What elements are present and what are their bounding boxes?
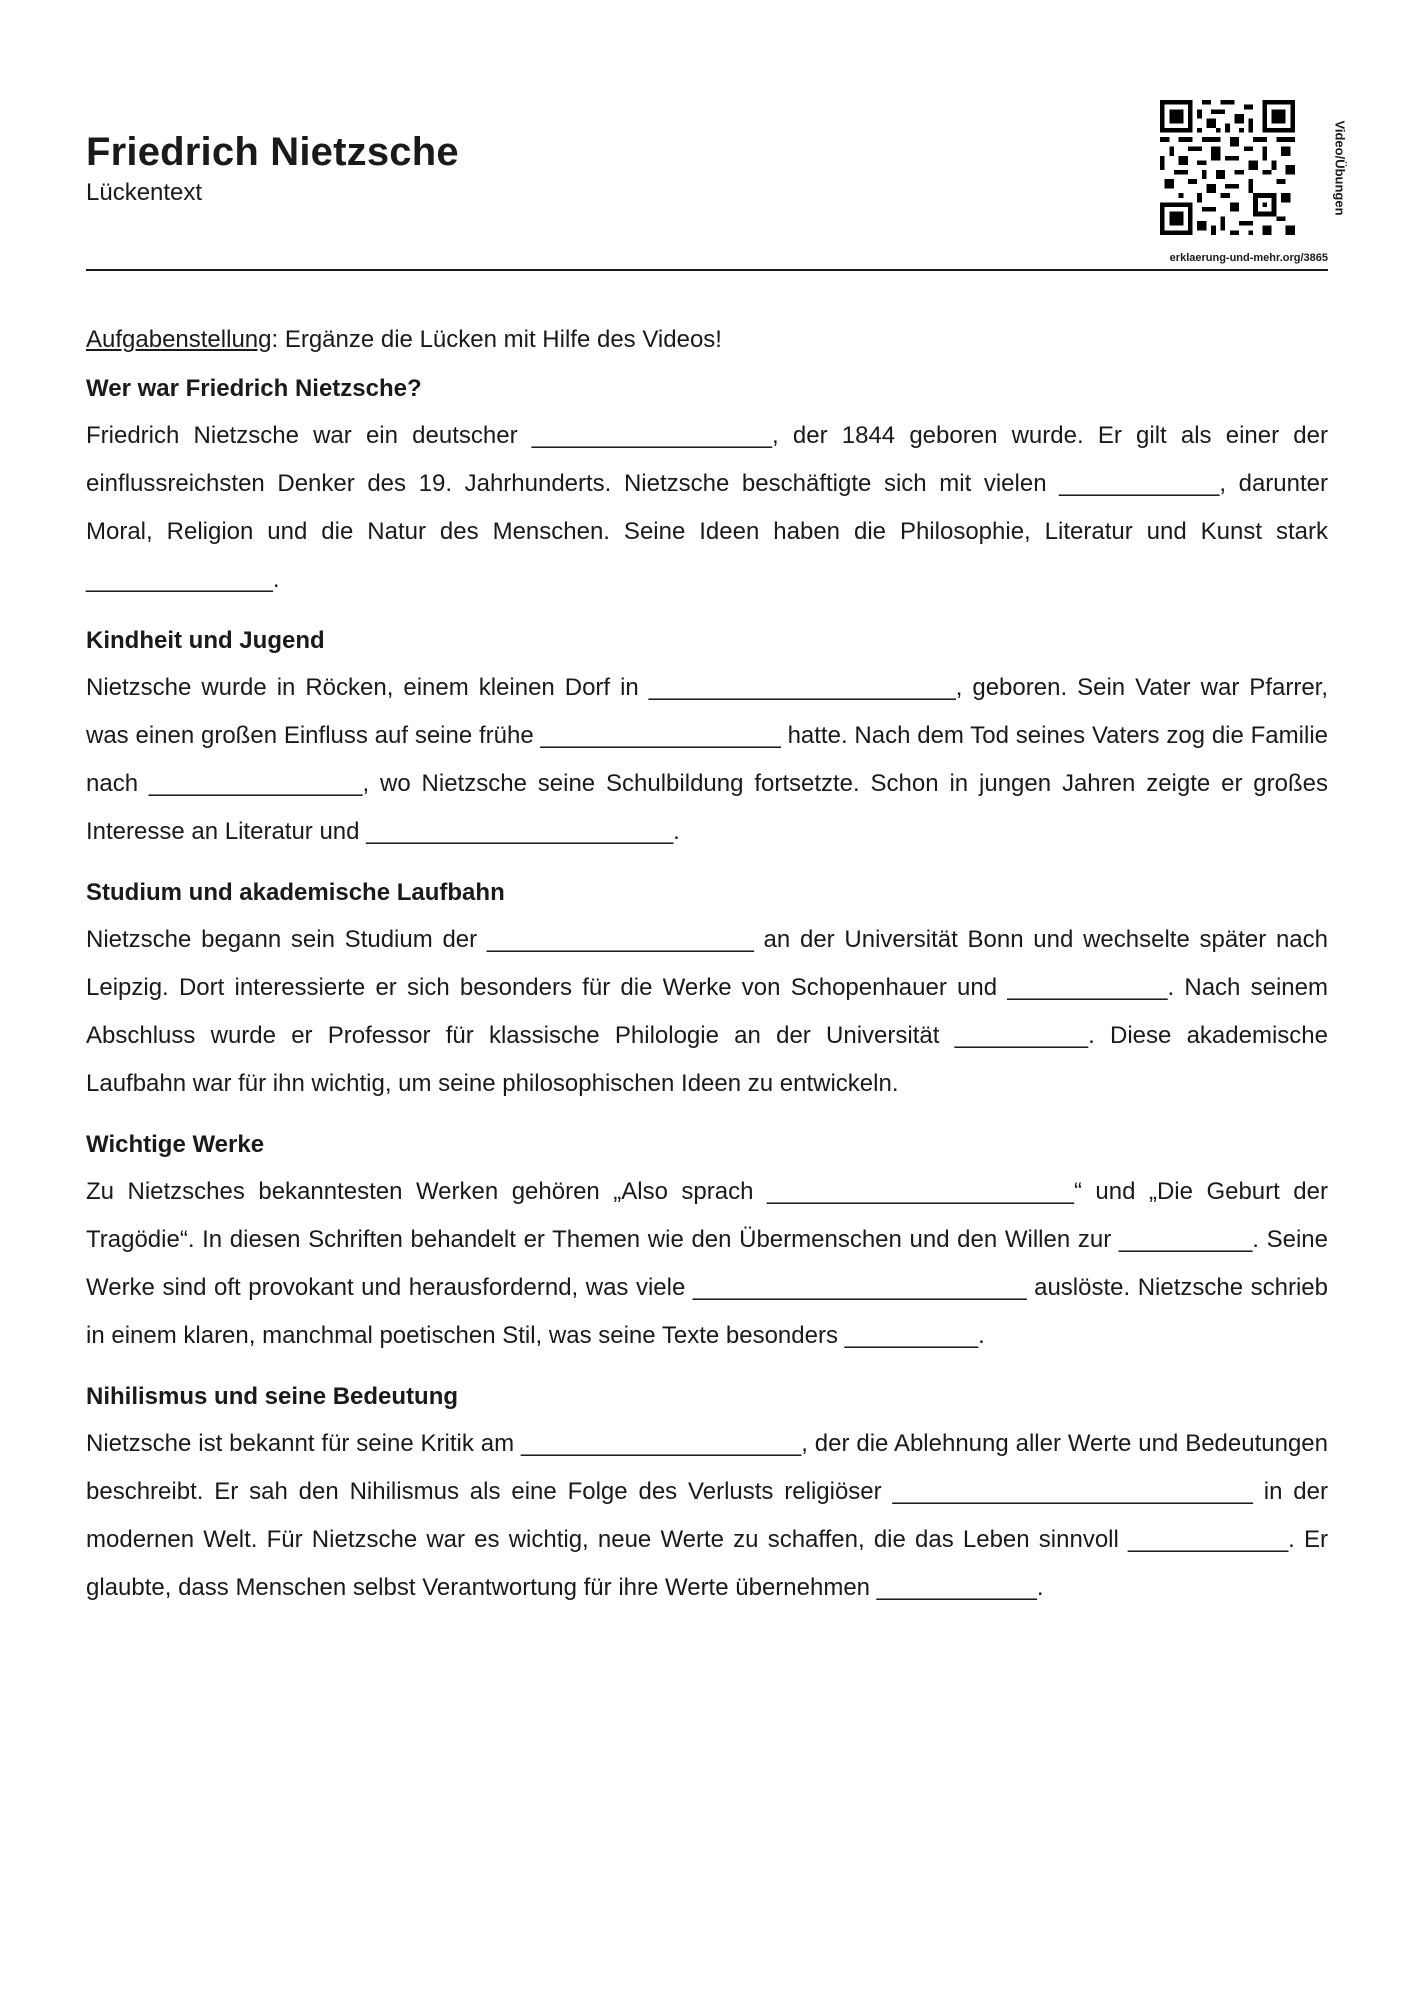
section-title: Kindheit und Jugend	[86, 627, 325, 654]
video-exercises-label: Video/Übungen	[1332, 120, 1348, 216]
section-childhood	[86, 624, 1328, 856]
page-title: Friedrich Nietzsche	[86, 130, 459, 174]
section-text: Zu Nietzsches bekanntesten Werken gehören „Also sprach _______________________“ und „Die Geburt der Tragödie“. In diesen Schriften behandelt er Themen wie den Übermenschen und den Willen zur __________. Seine Werke sind oft provokant und herausfordernd, was viele _________________________ auslöste. Nietzsche schrieb in einem klaren, manchmal poetischen Stil, was seine Texte besonders __________.	[86, 1178, 1328, 1349]
task-instruction	[86, 322, 1328, 358]
section-text: Nietzsche ist bekannt für seine Kritik am _____________________, der die Ablehnung aller Werte und Bedeutungen beschreibt. Er sah den Nihilismus als eine Folge des Verlusts religiöser ___________________________ in der modernen Welt. Für Nietzsche war es wichtig, neue Werte zu schaffen, die das Leben sinnvoll ____________. Er glaubte, dass Menschen selbst Verantwortung für ihre Werte übernehmen ____________.	[86, 1430, 1328, 1601]
worksheet-body	[86, 322, 1328, 1632]
section-works	[86, 1128, 1328, 1360]
task-label: Aufgabenstellung	[86, 326, 272, 353]
qr-code-icon[interactable]	[1160, 100, 1295, 235]
section-text: Friedrich Nietzsche war ein deutscher __________________, der 1844 geboren wurde. Er gilt als einer der einflussreichsten Denker des 19. Jahrhunderts. Nietzsche beschäftigte sich mit vielen ____________, darunter Moral, Religion und die Natur des Menschen. Seine Ideen haben die Philosophie, Literatur und Kunst stark ______________.	[86, 422, 1328, 593]
document-header	[86, 128, 459, 208]
website-link[interactable]: erklaerung-und-mehr.org/3865	[1169, 252, 1328, 264]
header-divider	[86, 269, 1328, 271]
section-nihilism	[86, 1380, 1328, 1612]
section-studies	[86, 876, 1328, 1108]
section-title: Studium und akademische Laufbahn	[86, 879, 505, 906]
page-subtitle: Lückentext	[86, 179, 203, 206]
section-title: Nihilismus und seine Bedeutung	[86, 1383, 459, 1410]
section-who-was-nietzsche	[86, 372, 1328, 604]
section-title: Wichtige Werke	[86, 1131, 265, 1158]
section-text: Nietzsche wurde in Röcken, einem kleinen Dorf in _______________________, geboren. Sein Vater war Pfarrer, was einen großen Einfluss auf seine frühe __________________ hatte. Nach dem Tod seines Vaters zog die Familie nach ________________, wo Nietzsche seine Schulbildung fortsetzte. Schon in jungen Jahren zeigte er großes Interesse an Literatur und _______________________.	[86, 674, 1328, 845]
task-text: : Ergänze die Lücken mit Hilfe des Videos!	[271, 326, 722, 353]
section-title: Wer war Friedrich Nietzsche?	[86, 375, 422, 402]
section-text: Nietzsche begann sein Studium der ____________________ an der Universität Bonn und wechselte später nach Leipzig. Dort interessierte er sich besonders für die Werke von Schopenhauer und ____________. Nach seinem Abschluss wurde er Professor für klassische Philologie an der Universität __________. Diese akademische Laufbahn war für ihn wichtig, um seine philosophischen Ideen zu entwickeln.	[86, 926, 1328, 1097]
